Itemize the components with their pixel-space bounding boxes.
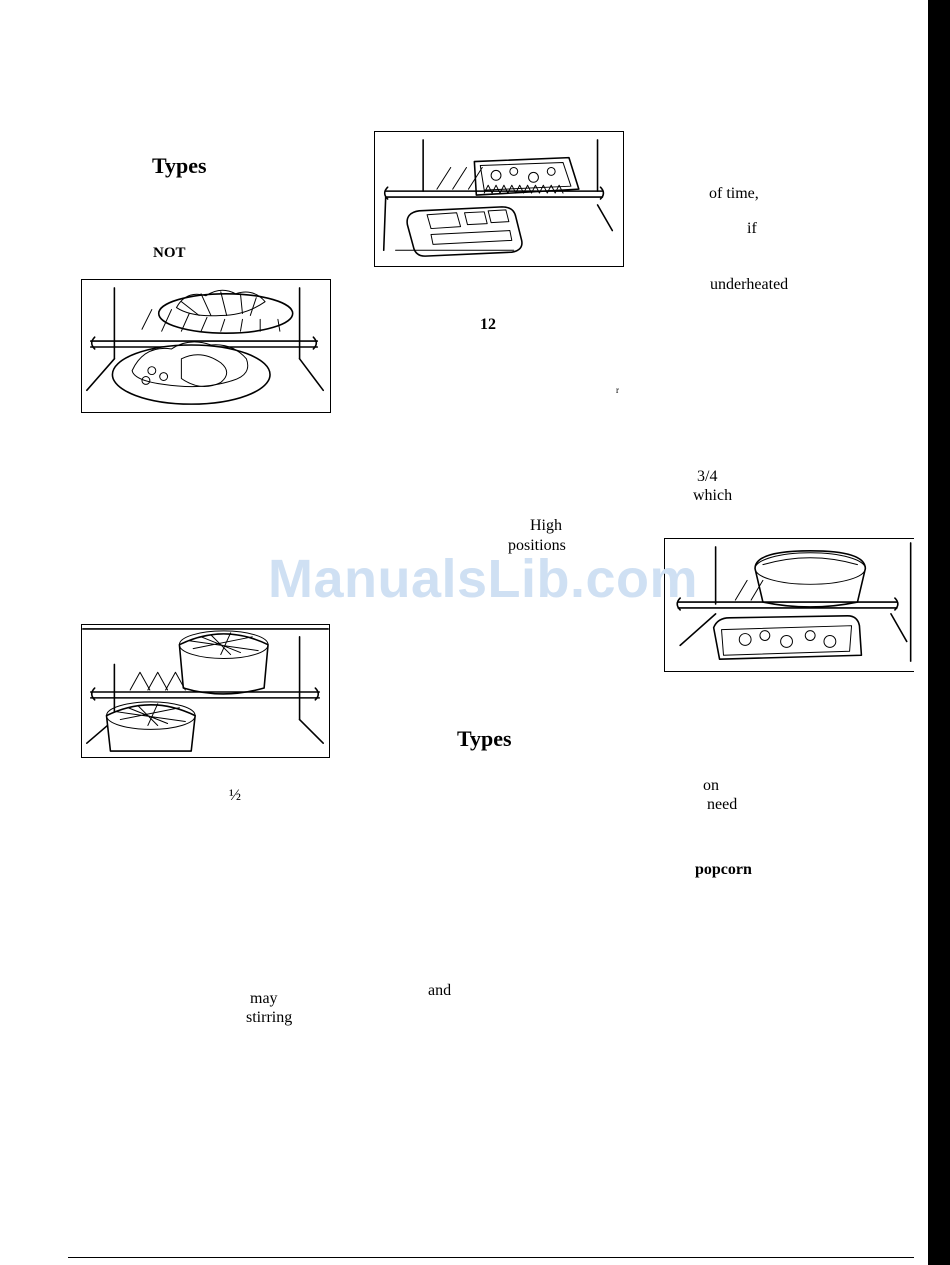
oven-rack-casseroles-icon xyxy=(82,625,329,757)
left-heading-types: Types xyxy=(152,153,207,178)
middle-number-12: 12 xyxy=(480,316,496,333)
left-word-may: may xyxy=(250,990,278,1007)
figure-casseroles xyxy=(81,624,330,758)
figure-pie xyxy=(664,538,914,672)
middle-word-high: High xyxy=(530,517,562,534)
right-word-which: which xyxy=(693,487,733,504)
oven-rack-dinner-trays-icon xyxy=(375,132,623,266)
watermark: ManualsLib.com xyxy=(268,549,699,609)
left-word-stirring: stirring xyxy=(246,1009,293,1026)
right-three-quarters: 3/4 xyxy=(697,468,718,485)
figure-plates xyxy=(81,279,331,413)
figure-dinner-trays xyxy=(374,131,624,267)
right-underheated: underheated xyxy=(710,276,789,293)
right-word-need: need xyxy=(707,796,738,813)
right-word-on: on xyxy=(703,777,719,794)
middle-word-positions: positions xyxy=(508,537,566,554)
middle-mark: r xyxy=(616,385,619,395)
page-edge-bar xyxy=(928,0,950,1265)
right-of-time: of time, xyxy=(709,185,759,202)
footer-rule xyxy=(68,1257,914,1258)
right-word-if: if xyxy=(747,220,757,237)
left-word-not: NOT xyxy=(153,245,186,261)
oven-rack-pie-icon xyxy=(665,539,914,671)
left-half-fraction: ½ xyxy=(229,787,241,804)
middle-word-and: and xyxy=(428,982,452,999)
middle-heading-types: Types xyxy=(457,726,512,751)
oven-rack-plates-icon xyxy=(82,280,330,412)
right-word-popcorn: popcorn xyxy=(695,861,752,878)
